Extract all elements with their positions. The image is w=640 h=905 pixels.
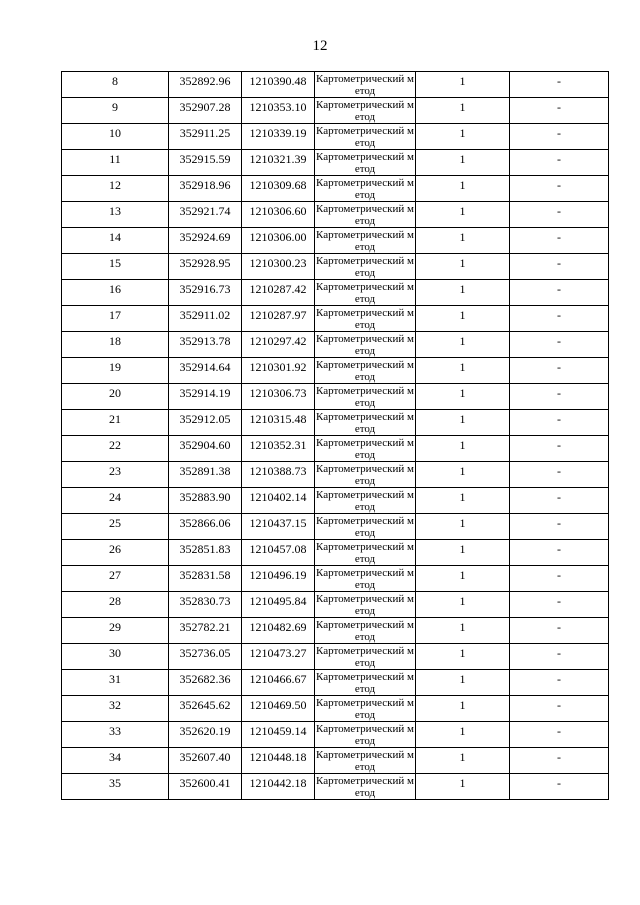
y-coordinate-cell: 1210352.31 (242, 436, 315, 462)
accuracy-cell: 1 (416, 306, 510, 332)
y-coordinate-cell: 1210457.08 (242, 540, 315, 566)
note-cell: - (510, 410, 609, 436)
accuracy-cell: 1 (416, 202, 510, 228)
x-coordinate-cell: 352913.78 (169, 332, 242, 358)
accuracy-cell: 1 (416, 332, 510, 358)
accuracy-cell: 1 (416, 72, 510, 98)
y-coordinate-cell: 1210306.73 (242, 384, 315, 410)
note-cell: - (510, 696, 609, 722)
accuracy-cell: 1 (416, 436, 510, 462)
point-number-cell: 16 (62, 280, 169, 306)
y-coordinate-cell: 1210496.19 (242, 566, 315, 592)
accuracy-cell: 1 (416, 774, 510, 800)
y-coordinate-cell: 1210300.23 (242, 254, 315, 280)
method-cell: Картометрический метод (316, 333, 414, 357)
y-coordinate-cell: 1210309.68 (242, 176, 315, 202)
y-coordinate-cell: 1210306.00 (242, 228, 315, 254)
note-cell: - (510, 150, 609, 176)
table-row (62, 150, 609, 176)
note-cell: - (510, 436, 609, 462)
x-coordinate-cell: 352782.21 (169, 618, 242, 644)
x-coordinate-cell: 352921.74 (169, 202, 242, 228)
y-coordinate-cell: 1210301.92 (242, 358, 315, 384)
note-cell: - (510, 488, 609, 514)
x-coordinate-cell: 352891.38 (169, 462, 242, 488)
note-cell: - (510, 98, 609, 124)
table-row (62, 670, 609, 696)
point-number-cell: 9 (62, 98, 169, 124)
method-cell: Картометрический метод (316, 73, 414, 97)
accuracy-cell: 1 (416, 618, 510, 644)
method-cell: Картометрический метод (316, 749, 414, 773)
y-coordinate-cell: 1210353.10 (242, 98, 315, 124)
x-coordinate-cell: 352914.19 (169, 384, 242, 410)
table-row (62, 618, 609, 644)
note-cell: - (510, 254, 609, 280)
note-cell: - (510, 514, 609, 540)
table-row (62, 592, 609, 618)
y-coordinate-cell: 1210495.84 (242, 592, 315, 618)
y-coordinate-cell: 1210287.97 (242, 306, 315, 332)
point-number-cell: 21 (62, 410, 169, 436)
point-number-cell: 34 (62, 748, 169, 774)
method-cell: Картометрический метод (316, 151, 414, 175)
accuracy-cell: 1 (416, 150, 510, 176)
table-row (62, 436, 609, 462)
point-number-cell: 26 (62, 540, 169, 566)
y-coordinate-cell: 1210388.73 (242, 462, 315, 488)
note-cell: - (510, 670, 609, 696)
method-cell: Картометрический метод (316, 359, 414, 383)
y-coordinate-cell: 1210287.42 (242, 280, 315, 306)
point-number-cell: 19 (62, 358, 169, 384)
accuracy-cell: 1 (416, 358, 510, 384)
x-coordinate-cell: 352645.62 (169, 696, 242, 722)
table-row (62, 540, 609, 566)
note-cell: - (510, 384, 609, 410)
accuracy-cell: 1 (416, 644, 510, 670)
table-row (62, 566, 609, 592)
method-cell: Картометрический метод (316, 619, 414, 643)
accuracy-cell: 1 (416, 384, 510, 410)
y-coordinate-cell: 1210297.42 (242, 332, 315, 358)
method-cell: Картометрический метод (316, 281, 414, 305)
table-row (62, 176, 609, 202)
point-number-cell: 14 (62, 228, 169, 254)
method-cell: Картометрический метод (316, 541, 414, 565)
accuracy-cell: 1 (416, 670, 510, 696)
table-row (62, 696, 609, 722)
accuracy-cell: 1 (416, 462, 510, 488)
method-cell: Картометрический метод (316, 645, 414, 669)
note-cell: - (510, 748, 609, 774)
note-cell: - (510, 176, 609, 202)
y-coordinate-cell: 1210473.27 (242, 644, 315, 670)
y-coordinate-cell: 1210339.19 (242, 124, 315, 150)
x-coordinate-cell: 352912.05 (169, 410, 242, 436)
y-coordinate-cell: 1210437.15 (242, 514, 315, 540)
table-row (62, 202, 609, 228)
method-cell: Картометрический метод (316, 489, 414, 513)
note-cell: - (510, 618, 609, 644)
accuracy-cell: 1 (416, 696, 510, 722)
method-cell: Картометрический метод (316, 463, 414, 487)
point-number-cell: 31 (62, 670, 169, 696)
accuracy-cell: 1 (416, 124, 510, 150)
y-coordinate-cell: 1210459.14 (242, 722, 315, 748)
table-row (62, 644, 609, 670)
point-number-cell: 30 (62, 644, 169, 670)
method-cell: Картометрический метод (316, 125, 414, 149)
point-number-cell: 11 (62, 150, 169, 176)
y-coordinate-cell: 1210469.50 (242, 696, 315, 722)
note-cell: - (510, 592, 609, 618)
accuracy-cell: 1 (416, 176, 510, 202)
point-number-cell: 23 (62, 462, 169, 488)
x-coordinate-cell: 352620.19 (169, 722, 242, 748)
note-cell: - (510, 72, 609, 98)
x-coordinate-cell: 352736.05 (169, 644, 242, 670)
x-coordinate-cell: 352911.25 (169, 124, 242, 150)
note-cell: - (510, 644, 609, 670)
y-coordinate-cell: 1210448.18 (242, 748, 315, 774)
note-cell: - (510, 306, 609, 332)
coordinates-table-body (62, 72, 609, 800)
table-row (62, 410, 609, 436)
method-cell: Картометрический метод (316, 567, 414, 591)
point-number-cell: 29 (62, 618, 169, 644)
table-row (62, 124, 609, 150)
x-coordinate-cell: 352892.96 (169, 72, 242, 98)
accuracy-cell: 1 (416, 540, 510, 566)
method-cell: Картометрический метод (316, 177, 414, 201)
x-coordinate-cell: 352907.28 (169, 98, 242, 124)
point-number-cell: 18 (62, 332, 169, 358)
x-coordinate-cell: 352682.36 (169, 670, 242, 696)
table-row (62, 280, 609, 306)
method-cell: Картометрический метод (316, 593, 414, 617)
table-row (62, 722, 609, 748)
table-row (62, 462, 609, 488)
table-row (62, 306, 609, 332)
method-cell: Картометрический метод (316, 229, 414, 253)
table-row (62, 774, 609, 800)
method-cell: Картометрический метод (316, 307, 414, 331)
accuracy-cell: 1 (416, 592, 510, 618)
y-coordinate-cell: 1210390.48 (242, 72, 315, 98)
x-coordinate-cell: 352866.06 (169, 514, 242, 540)
table-row (62, 228, 609, 254)
accuracy-cell: 1 (416, 280, 510, 306)
point-number-cell: 33 (62, 722, 169, 748)
accuracy-cell: 1 (416, 722, 510, 748)
x-coordinate-cell: 352915.59 (169, 150, 242, 176)
y-coordinate-cell: 1210442.18 (242, 774, 315, 800)
method-cell: Картометрический метод (316, 515, 414, 539)
x-coordinate-cell: 352600.41 (169, 774, 242, 800)
table-row (62, 358, 609, 384)
x-coordinate-cell: 352830.73 (169, 592, 242, 618)
point-number-cell: 28 (62, 592, 169, 618)
accuracy-cell: 1 (416, 228, 510, 254)
point-number-cell: 12 (62, 176, 169, 202)
table-row (62, 514, 609, 540)
accuracy-cell: 1 (416, 566, 510, 592)
method-cell: Картометрический метод (316, 99, 414, 123)
method-cell: Картометрический метод (316, 411, 414, 435)
point-number-cell: 32 (62, 696, 169, 722)
accuracy-cell: 1 (416, 98, 510, 124)
table-row (62, 748, 609, 774)
method-cell: Картометрический метод (316, 255, 414, 279)
point-number-cell: 35 (62, 774, 169, 800)
page-number: 12 (312, 38, 328, 54)
note-cell: - (510, 124, 609, 150)
accuracy-cell: 1 (416, 488, 510, 514)
note-cell: - (510, 280, 609, 306)
x-coordinate-cell: 352911.02 (169, 306, 242, 332)
point-number-cell: 27 (62, 566, 169, 592)
y-coordinate-cell: 1210321.39 (242, 150, 315, 176)
accuracy-cell: 1 (416, 748, 510, 774)
x-coordinate-cell: 352883.90 (169, 488, 242, 514)
note-cell: - (510, 462, 609, 488)
accuracy-cell: 1 (416, 514, 510, 540)
note-cell: - (510, 540, 609, 566)
note-cell: - (510, 774, 609, 800)
x-coordinate-cell: 352904.60 (169, 436, 242, 462)
point-number-cell: 20 (62, 384, 169, 410)
x-coordinate-cell: 352607.40 (169, 748, 242, 774)
point-number-cell: 25 (62, 514, 169, 540)
table-row (62, 488, 609, 514)
y-coordinate-cell: 1210315.48 (242, 410, 315, 436)
table-row (62, 384, 609, 410)
y-coordinate-cell: 1210466.67 (242, 670, 315, 696)
x-coordinate-cell: 352924.69 (169, 228, 242, 254)
x-coordinate-cell: 352928.95 (169, 254, 242, 280)
table-row (62, 254, 609, 280)
point-number-cell: 8 (62, 72, 169, 98)
x-coordinate-cell: 352831.58 (169, 566, 242, 592)
point-number-cell: 13 (62, 202, 169, 228)
note-cell: - (510, 202, 609, 228)
method-cell: Картометрический метод (316, 697, 414, 721)
point-number-cell: 17 (62, 306, 169, 332)
table-row (62, 98, 609, 124)
point-number-cell: 24 (62, 488, 169, 514)
y-coordinate-cell: 1210306.60 (242, 202, 315, 228)
x-coordinate-cell: 352851.83 (169, 540, 242, 566)
note-cell: - (510, 332, 609, 358)
method-cell: Картометрический метод (316, 775, 414, 799)
y-coordinate-cell: 1210482.69 (242, 618, 315, 644)
accuracy-cell: 1 (416, 410, 510, 436)
method-cell: Картометрический метод (316, 385, 414, 409)
point-number-cell: 22 (62, 436, 169, 462)
method-cell: Картометрический метод (316, 671, 414, 695)
note-cell: - (510, 722, 609, 748)
x-coordinate-cell: 352916.73 (169, 280, 242, 306)
note-cell: - (510, 228, 609, 254)
point-number-cell: 10 (62, 124, 169, 150)
method-cell: Картометрический метод (316, 203, 414, 227)
point-number-cell: 15 (62, 254, 169, 280)
method-cell: Картометрический метод (316, 437, 414, 461)
table-row (62, 332, 609, 358)
x-coordinate-cell: 352914.64 (169, 358, 242, 384)
y-coordinate-cell: 1210402.14 (242, 488, 315, 514)
x-coordinate-cell: 352918.96 (169, 176, 242, 202)
note-cell: - (510, 358, 609, 384)
coordinates-table (61, 71, 609, 800)
table-row (62, 72, 609, 98)
accuracy-cell: 1 (416, 254, 510, 280)
method-cell: Картометрический метод (316, 723, 414, 747)
note-cell: - (510, 566, 609, 592)
